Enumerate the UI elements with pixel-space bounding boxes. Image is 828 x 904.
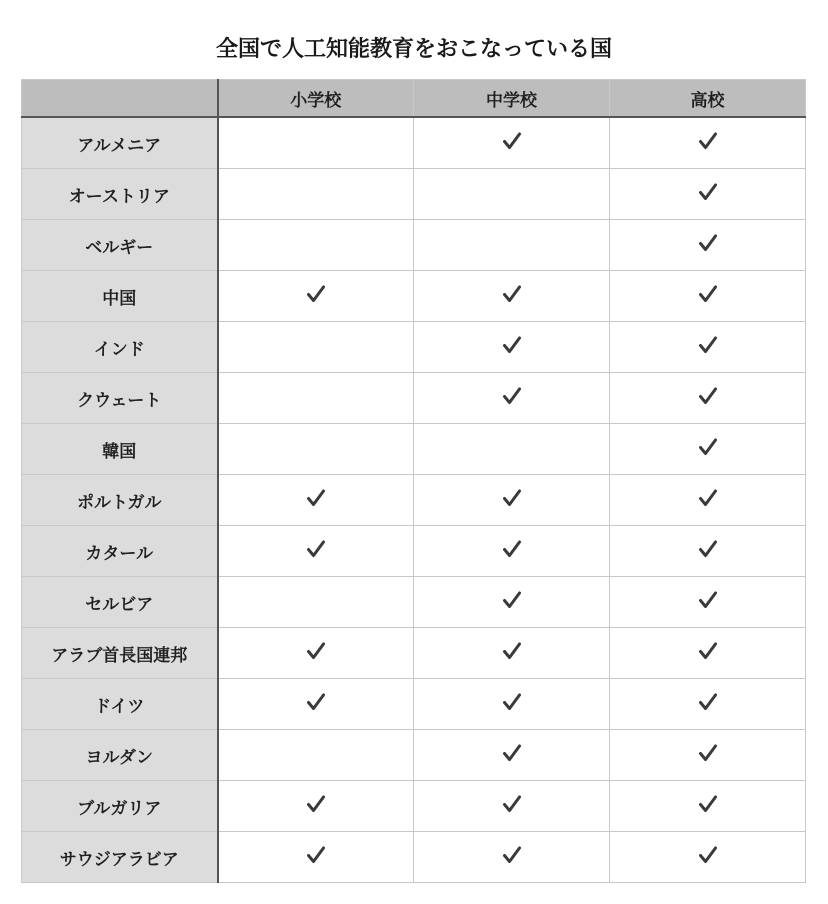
row-header-country: ヨルダン: [22, 730, 218, 781]
cell-middle: [414, 577, 610, 628]
check-icon: [697, 487, 719, 509]
check-icon: [697, 334, 719, 356]
check-icon: [501, 334, 523, 356]
check-icon: [697, 283, 719, 305]
cell-elementary: [218, 628, 414, 679]
check-icon: [501, 487, 523, 509]
table-row: [22, 577, 806, 628]
table-body: [22, 117, 806, 883]
cell-high: [610, 322, 806, 373]
cell-elementary: [218, 781, 414, 832]
check-icon: [697, 589, 719, 611]
table-row: [22, 475, 806, 526]
row-header-country: アラブ首長国連邦: [22, 628, 218, 679]
cell-elementary: [218, 271, 414, 322]
row-header-country: セルビア: [22, 577, 218, 628]
header-middle: 中学校: [414, 80, 610, 118]
cell-elementary: [218, 526, 414, 577]
row-header-country: クウェート: [22, 373, 218, 424]
cell-middle: [414, 832, 610, 883]
check-icon: [501, 589, 523, 611]
cell-elementary: [218, 117, 414, 169]
table-row: [22, 526, 806, 577]
cell-middle: [414, 730, 610, 781]
cell-middle: [414, 475, 610, 526]
check-icon: [697, 742, 719, 764]
row-header-country: ドイツ: [22, 679, 218, 730]
chart-title: 全国で人工知能教育をおこなっている国: [215, 37, 612, 62]
check-icon: [501, 844, 523, 866]
row-header-country: 中国: [22, 271, 218, 322]
cell-elementary: [218, 577, 414, 628]
row-header-country: アルメニア: [22, 117, 218, 169]
cell-middle: [414, 679, 610, 730]
check-icon: [697, 844, 719, 866]
cell-middle: [414, 373, 610, 424]
check-icon: [305, 640, 327, 662]
check-icon: [305, 538, 327, 560]
cell-high: [610, 832, 806, 883]
table-row: [22, 730, 806, 781]
check-icon: [305, 793, 327, 815]
check-icon: [501, 538, 523, 560]
cell-elementary: [218, 475, 414, 526]
check-icon: [697, 232, 719, 254]
cell-middle: [414, 628, 610, 679]
header-corner: [22, 80, 218, 118]
check-icon: [501, 640, 523, 662]
check-icon: [305, 283, 327, 305]
cell-high: [610, 424, 806, 475]
cell-high: [610, 117, 806, 169]
row-header-country: ポルトガル: [22, 475, 218, 526]
check-icon: [501, 283, 523, 305]
cell-high: [610, 781, 806, 832]
row-header-country: 韓国: [22, 424, 218, 475]
check-icon: [697, 691, 719, 713]
check-icon: [305, 487, 327, 509]
cell-elementary: [218, 832, 414, 883]
cell-elementary: [218, 679, 414, 730]
cell-elementary: [218, 220, 414, 271]
table-row: [22, 832, 806, 883]
check-icon: [697, 181, 719, 203]
cell-middle: [414, 220, 610, 271]
header-row: [22, 80, 806, 118]
cell-high: [610, 169, 806, 220]
header-high: 高校: [610, 80, 806, 118]
row-header-country: オーストリア: [22, 169, 218, 220]
check-icon: [697, 640, 719, 662]
cell-elementary: [218, 424, 414, 475]
check-icon: [501, 691, 523, 713]
check-icon: [501, 742, 523, 764]
cell-high: [610, 373, 806, 424]
cell-high: [610, 271, 806, 322]
cell-elementary: [218, 730, 414, 781]
cell-elementary: [218, 322, 414, 373]
cell-middle: [414, 271, 610, 322]
check-icon: [305, 691, 327, 713]
cell-high: [610, 475, 806, 526]
check-icon: [697, 538, 719, 560]
row-header-country: ベルギー: [22, 220, 218, 271]
check-icon: [697, 385, 719, 407]
table-row: [22, 117, 806, 169]
cell-high: [610, 526, 806, 577]
cell-high: [610, 577, 806, 628]
cell-high: [610, 730, 806, 781]
table-row: [22, 781, 806, 832]
row-header-country: ブルガリア: [22, 781, 218, 832]
cell-high: [610, 679, 806, 730]
row-header-country: インド: [22, 322, 218, 373]
table-row: [22, 169, 806, 220]
cell-middle: [414, 781, 610, 832]
header-elementary: 小学校: [218, 80, 414, 118]
check-icon: [501, 793, 523, 815]
check-icon: [501, 385, 523, 407]
table-row: [22, 220, 806, 271]
check-icon: [697, 436, 719, 458]
row-header-country: カタール: [22, 526, 218, 577]
check-icon: [697, 130, 719, 152]
table-row: [22, 424, 806, 475]
ai-education-table: [21, 79, 806, 883]
table-row: [22, 271, 806, 322]
check-icon: [501, 130, 523, 152]
row-header-country: サウジアラビア: [22, 832, 218, 883]
cell-middle: [414, 117, 610, 169]
table-row: [22, 373, 806, 424]
check-icon: [305, 844, 327, 866]
cell-middle: [414, 169, 610, 220]
cell-elementary: [218, 169, 414, 220]
check-icon: [697, 793, 719, 815]
cell-middle: [414, 424, 610, 475]
cell-middle: [414, 322, 610, 373]
cell-middle: [414, 526, 610, 577]
cell-elementary: [218, 373, 414, 424]
cell-high: [610, 628, 806, 679]
cell-high: [610, 220, 806, 271]
table-row: [22, 679, 806, 730]
table-row: [22, 322, 806, 373]
table-row: [22, 628, 806, 679]
